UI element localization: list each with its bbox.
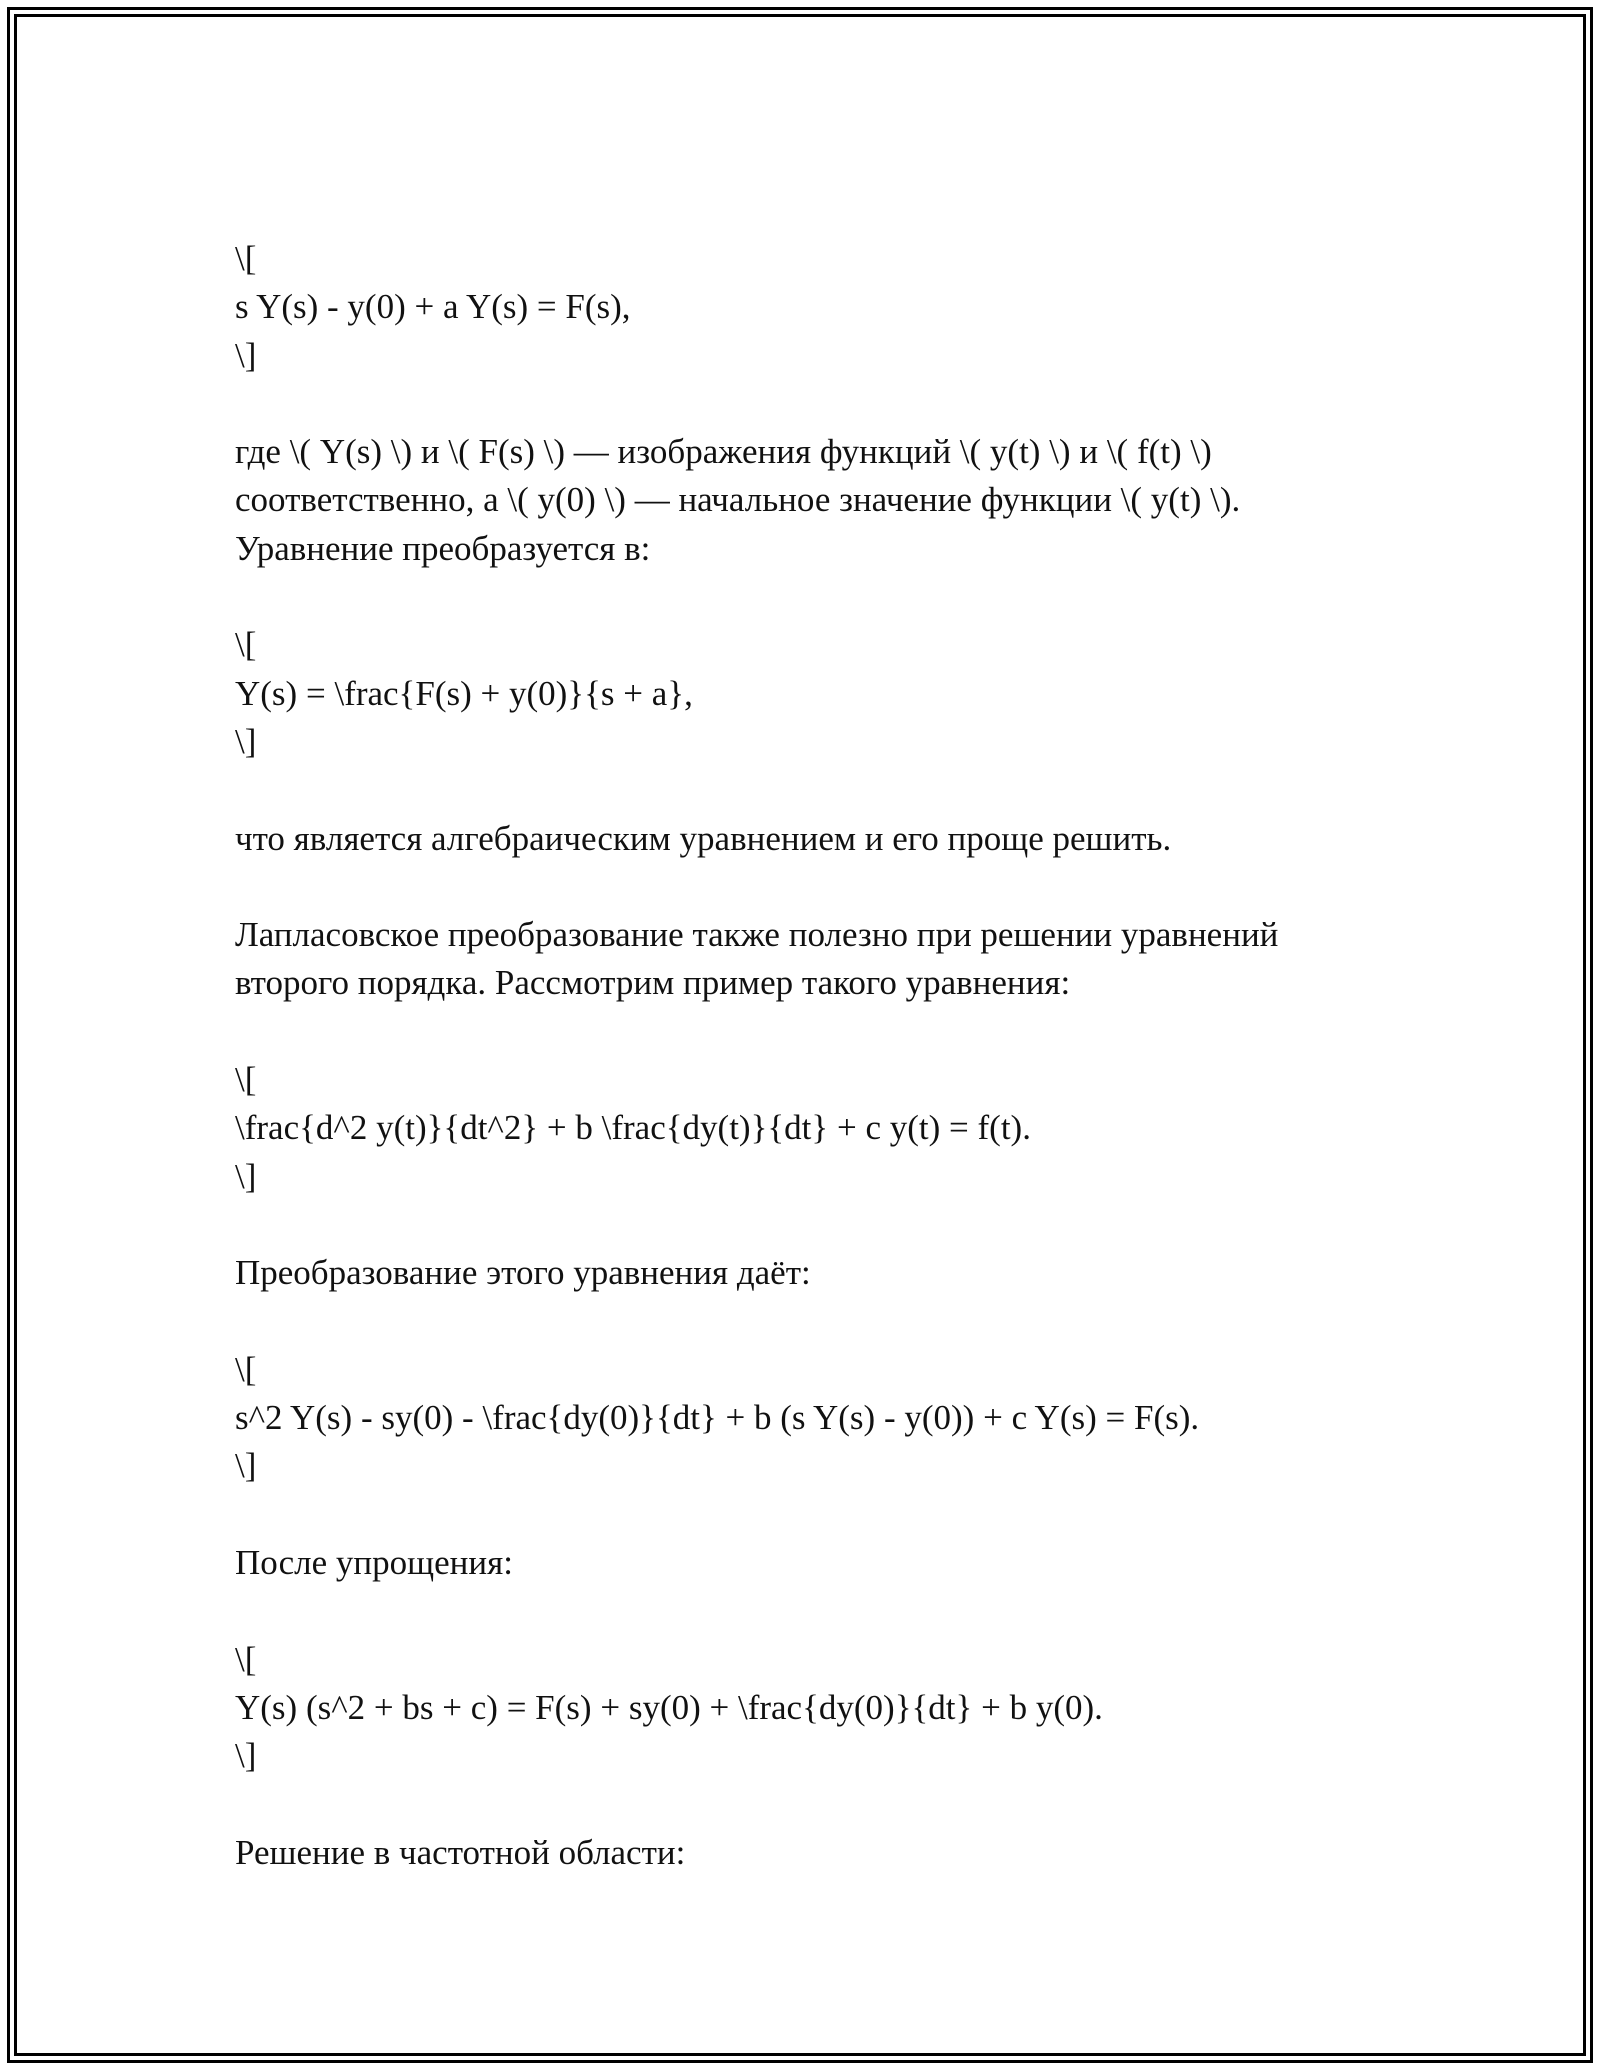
blank-line (235, 1008, 1435, 1056)
text-line: \] (235, 1446, 257, 1486)
text-line: соответственно, а \( y(0) \) — начальное значение функции \( y(t) \). (235, 480, 1241, 520)
text-line: второго порядка. Рассмотрим пример такого уравнения: (235, 963, 1071, 1003)
text-line: \frac{d^2 y(t)}{dt^2} + b \frac{dy(t)}{dt} + c y(t) = f(t). (235, 1108, 1031, 1148)
blank-line (235, 1298, 1435, 1346)
text-line: \[ (235, 1639, 257, 1679)
text-line: Преобразование этого уравнения даёт: (235, 1253, 811, 1293)
text-line: \[ (235, 1349, 257, 1389)
blank-line (235, 1587, 1435, 1635)
text-line: Y(s) = \frac{F(s) + y(0)}{s + a}, (235, 673, 693, 713)
blank-line (235, 766, 1435, 814)
blank-line (235, 1201, 1435, 1249)
blank-line (235, 1491, 1435, 1539)
blank-line (235, 1781, 1435, 1829)
blank-line (235, 573, 1435, 621)
text-line: \[ (235, 625, 257, 665)
text-line: После упрощения: (235, 1543, 513, 1583)
text-line: \] (235, 335, 257, 375)
blank-line (235, 380, 1435, 428)
text-line: \[ (235, 1060, 257, 1100)
text-line: Лапласовское преобразование также полезно при решении уравнений (235, 915, 1279, 955)
text-line: s^2 Y(s) - sy(0) - \frac{dy(0)}{dt} + b (s Y(s) - y(0)) + c Y(s) = F(s). (235, 1398, 1200, 1438)
text-line: что является алгебраическим уравнением и его проще решить. (235, 818, 1172, 858)
text-line: \] (235, 1736, 257, 1776)
document-body (235, 235, 1435, 1877)
text-line: Y(s) (s^2 + bs + c) = F(s) + sy(0) + \frac{dy(0)}{dt} + b y(0). (235, 1687, 1103, 1727)
text-line: Уравнение преобразуется в: (235, 528, 651, 568)
blank-line (235, 863, 1435, 911)
text-line: \] (235, 721, 257, 761)
text-line: где \( Y(s) \) и \( F(s) \) — изображения функций \( y(t) \) и \( f(t) \) (235, 432, 1212, 472)
text-line: Решение в частотной области: (235, 1832, 686, 1872)
text-line: \[ (235, 239, 257, 278)
text-line: \] (235, 1156, 257, 1196)
text-line: s Y(s) - y(0) + a Y(s) = F(s), (235, 287, 631, 327)
